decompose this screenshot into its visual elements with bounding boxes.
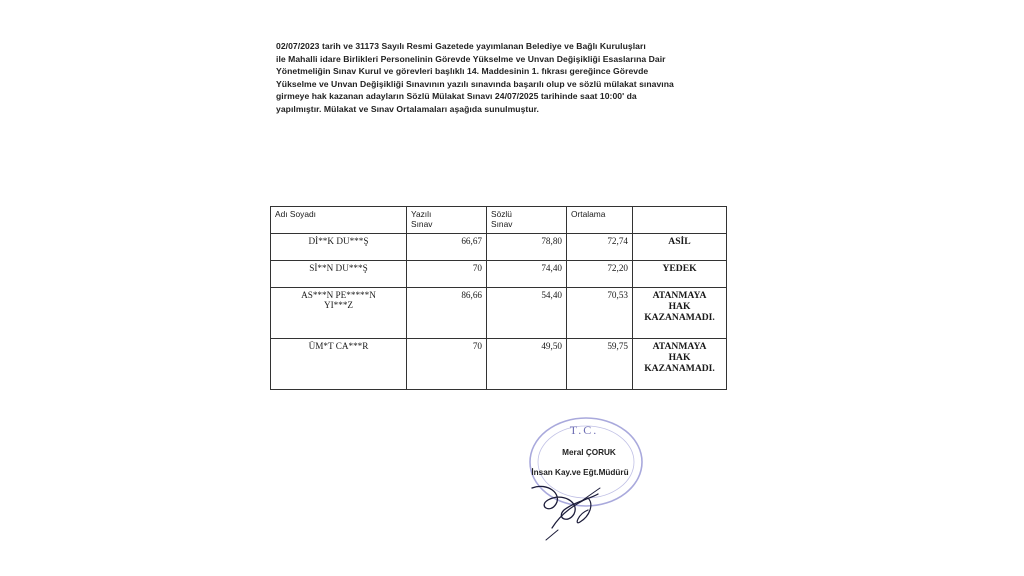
table-row xyxy=(271,234,727,261)
seal-text: T.C. xyxy=(569,423,599,437)
written-score: 86,66 xyxy=(407,288,487,339)
results-table xyxy=(270,206,727,390)
written-score: 70 xyxy=(407,261,487,288)
average-score: 70,53 xyxy=(567,288,633,339)
result-status: YEDEK xyxy=(633,261,727,288)
average-score: 72,74 xyxy=(567,234,633,261)
average-score: 72,20 xyxy=(567,261,633,288)
oral-score: 54,40 xyxy=(487,288,567,339)
header-oral: Sözlü Sınav xyxy=(487,207,567,234)
candidate-name: AS***N PE*****N YI***Z xyxy=(271,288,407,339)
table-row xyxy=(271,339,727,390)
result-status: ATANMAYA HAK KAZANAMADI. xyxy=(633,288,727,339)
oral-score: 49,50 xyxy=(487,339,567,390)
written-score: 66,67 xyxy=(407,234,487,261)
candidate-name: ÜM*T CA***R xyxy=(271,339,407,390)
table-row xyxy=(271,288,727,339)
candidate-name: Sİ**N DU***Ş xyxy=(271,261,407,288)
table-header-row xyxy=(271,207,727,234)
average-score: 59,75 xyxy=(567,339,633,390)
written-score: 70 xyxy=(407,339,487,390)
header-average: Ortalama xyxy=(567,207,633,234)
announcement-paragraph: 02/07/2023 tarih ve 31173 Sayılı Resmi Gazetede yayımlanan Belediye ve Bağlı Kuruluşları ile Mahalli idare Birlikleri Personelinin Görevde Yükselme ve Unvan Değişikliği Esaslarına Dair Yönetmeliğin Sınav Kurul ve görevleri başlıklı 14. Maddesinin 1. fıkrası gereğince Görevde Yükselme ve Unvan Değişikliği Sınavının yazılı sınavında başarılı olup ve sözlü mülakat sınavına girmeye hak kazanan adayların Sözlü Mülakat Sınavı 24/07/2025 tarihinde saat 10:00' da yapılmıştır. Mülakat ve Sınav Ortalamaları aşağıda sunulmuştur. xyxy=(276,41,674,114)
candidate-name: Dİ**K DU***Ş xyxy=(271,234,407,261)
header-result xyxy=(633,207,727,234)
header-name: Adı Soyadı xyxy=(271,207,407,234)
result-status: ASİL xyxy=(633,234,727,261)
table-row xyxy=(271,261,727,288)
result-status: ATANMAYA HAK KAZANAMADI. xyxy=(633,339,727,390)
signer-name: Meral ÇORUK xyxy=(562,448,616,457)
oral-score: 78,80 xyxy=(487,234,567,261)
handwritten-signature xyxy=(518,458,628,542)
oral-score: 74,40 xyxy=(487,261,567,288)
signer-title: İnsan Kay.ve Eğt.Müdürü xyxy=(531,468,629,477)
header-written: Yazılı Sınav xyxy=(407,207,487,234)
